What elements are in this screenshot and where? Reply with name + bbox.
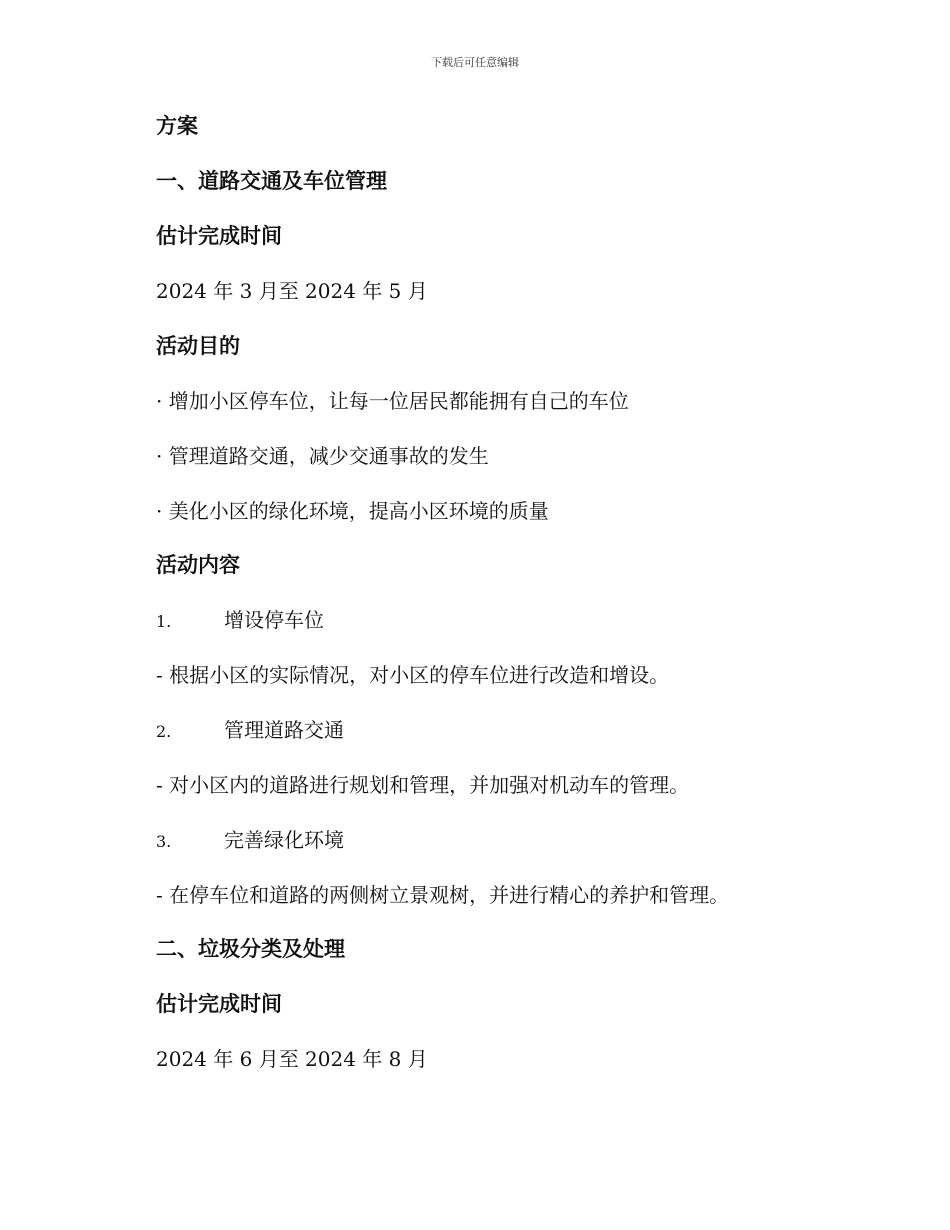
item-number: 2. <box>156 722 172 741</box>
section1-purpose-heading: 活动目的 <box>156 334 240 358</box>
section1-content-heading: 活动内容 <box>156 553 240 577</box>
item-title: 管理道路交通 <box>224 718 344 742</box>
section1-heading: 一、道路交通及车位管理 <box>156 169 387 193</box>
header-note: 下载后可任意编辑 <box>431 56 519 69</box>
content-item <box>156 830 344 850</box>
content-item <box>156 720 344 740</box>
content-item <box>156 610 324 630</box>
purpose-bullet: · 增加小区停车位，让每一位居民都能拥有自己的车位 <box>156 389 629 413</box>
purpose-bullet: · 管理道路交通，减少交通事故的发生 <box>156 444 489 468</box>
item-description: - 对小区内的道路进行规划和管理，并加强对机动车的管理。 <box>156 773 690 797</box>
section2-time-text: 2024 年 6 月至 2024 年 8 月 <box>156 1047 428 1071</box>
section2-time-heading: 估计完成时间 <box>156 992 282 1016</box>
section2-heading: 二、垃圾分类及处理 <box>156 937 345 961</box>
item-number: 1. <box>156 612 172 631</box>
item-description: - 在停车位和道路的两侧树立景观树，并进行精心的养护和管理。 <box>156 883 730 907</box>
item-number: 3. <box>156 832 172 851</box>
item-title: 完善绿化环境 <box>224 828 344 852</box>
item-title: 增设停车位 <box>224 608 324 632</box>
item-description: - 根据小区的实际情况，对小区的停车位进行改造和增设。 <box>156 663 670 687</box>
section1-time-heading: 估计完成时间 <box>156 224 282 248</box>
purpose-bullet: · 美化小区的绿化环境，提高小区环境的质量 <box>156 499 549 523</box>
doc-title: 方案 <box>156 114 198 138</box>
section1-time-text: 2024 年 3 月至 2024 年 5 月 <box>156 279 428 303</box>
